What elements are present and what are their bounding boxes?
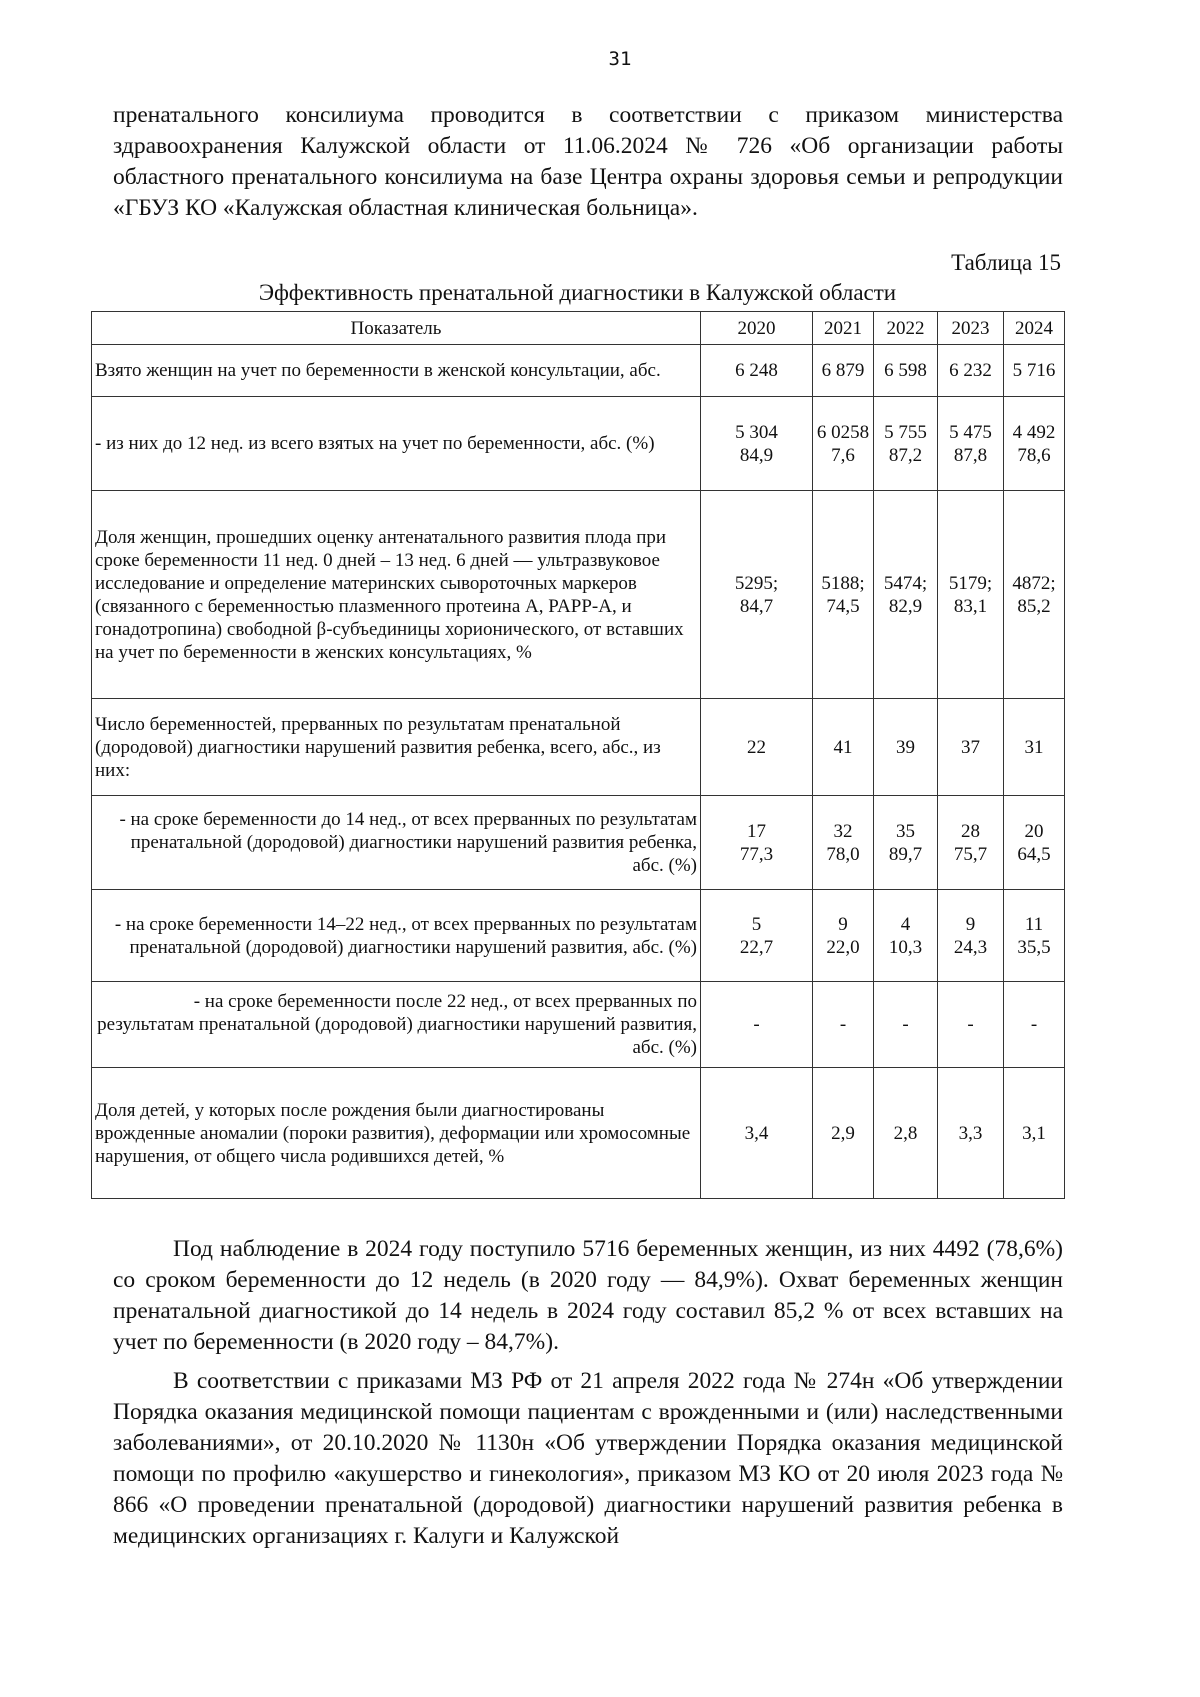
- header-year: 2022: [874, 312, 938, 345]
- row-value: 9 22,0: [813, 890, 874, 982]
- table-title: Эффективность пренатальной диагностики в Калужской области: [258, 280, 897, 305]
- table-row: [92, 890, 1065, 982]
- row-value: 17 77,3: [701, 796, 813, 890]
- table-row: [92, 699, 1065, 796]
- table-header-row: [92, 312, 1065, 345]
- row-value: 39: [874, 699, 938, 796]
- row-value: 41: [813, 699, 874, 796]
- row-indicator: - на сроке беременности после 22 нед., от всех прерванных по результатам пренатальной (дородовой) диагностики нарушений развития, абс. (%): [92, 982, 701, 1068]
- row-value: -: [938, 982, 1004, 1068]
- body-text: [113, 1234, 1063, 1552]
- row-indicator: Доля женщин, прошедших оценку антенатального развития плода при сроке беременности 11 нед. 0 дней – 13 нед. 6 дней — ультразвуковое исследование и определение материнских сывороточных маркеров (связанного с беременностью плазменного протеина А, PAPP-A, и гонадотропина) свободной β-субъединицы хорионического, от вставших на учет по беременности в женских консультациях, %: [92, 491, 701, 699]
- row-value: 3,4: [701, 1068, 813, 1199]
- table-row: [92, 982, 1065, 1068]
- table-row: [92, 345, 1065, 397]
- row-value: 4 492 78,6: [1004, 397, 1065, 491]
- row-value: 5 304 84,9: [701, 397, 813, 491]
- row-value: 3,1: [1004, 1068, 1065, 1199]
- paragraph-pregnancy-registration: Под наблюдение в 2024 году поступило 5716 беременных женщин, из них 4492 (78,6%) со сроком беременности до 12 недель (в 2020 году — 84,9%). Охват беременных женщин пренатальной диагностикой до 14 недель в 2024 году составил 85,2 % от всех вставших на учет по беременности (в 2020 году – 84,7%).: [113, 1236, 1063, 1355]
- row-value: 5188; 74,5: [813, 491, 874, 699]
- row-indicator: - на сроке беременности 14–22 нед., от всех прерванных по результатам пренатальной (дородовой) диагностики нарушений развития, абс. (%): [92, 890, 701, 982]
- row-indicator: Доля детей, у которых после рождения были диагностированы врожденные аномалии (пороки развития), деформации или хромосомные нарушения, от общего числа родившихся детей, %: [92, 1068, 701, 1199]
- header-year: 2024: [1004, 312, 1065, 345]
- table-row: [92, 397, 1065, 491]
- row-value: 31: [1004, 699, 1065, 796]
- header-year: 2021: [813, 312, 874, 345]
- row-indicator: - на сроке беременности до 14 нед., от всех прерванных по результатам пренатальной (дородовой) диагностики нарушений развития ребенка, абс. (%): [92, 796, 701, 890]
- header-indicator: Показатель: [92, 312, 701, 345]
- intro-paragraph: пренатального консилиума проводится в соответствии с приказом министерства здравоохранения Калужской области от 11.06.2024 № 726 «Об организации работы областного пренатального консилиума на базе Центра охраны здоровья семьи и репродукции «ГБУЗ КО «Калужская областная клиническая больница».: [113, 102, 1063, 221]
- table-label: Таблица 15: [951, 250, 1061, 275]
- row-indicator: - из них до 12 нед. из всего взятых на учет по беременности, абс. (%): [92, 397, 701, 491]
- row-value: 6 0258 7,6: [813, 397, 874, 491]
- row-value: 6 598: [874, 345, 938, 397]
- row-value: 20 64,5: [1004, 796, 1065, 890]
- row-value: 5 716: [1004, 345, 1065, 397]
- row-value: 5295; 84,7: [701, 491, 813, 699]
- row-value: 4 10,3: [874, 890, 938, 982]
- header-year: 2020: [701, 312, 813, 345]
- row-value: -: [1004, 982, 1065, 1068]
- paragraph-ministry-orders: В соответствии с приказами МЗ РФ от 21 апреля 2022 года № 274н «Об утверждении Порядка оказания медицинской помощи пациентам с врожденными и (или) наследственными заболеваниями», от 20.10.2020 № 1130н «Об утверждении Порядка оказания медицинской помощи по профилю «акушерство и гинекология», приказом МЗ КО от 20 июля 2023 года № 866 «О проведении пренатальной (дородовой) диагностики нарушений развития ребенка в медицинских организациях г. Калуги и Калужской: [113, 1368, 1063, 1549]
- row-value: 5179; 83,1: [938, 491, 1004, 699]
- row-value: 6 879: [813, 345, 874, 397]
- row-value: 2,8: [874, 1068, 938, 1199]
- row-value: -: [874, 982, 938, 1068]
- prenatal-diagnostics-table: [91, 311, 1065, 1199]
- row-value: 4872; 85,2: [1004, 491, 1065, 699]
- row-value: 11 35,5: [1004, 890, 1065, 982]
- row-value: 35 89,7: [874, 796, 938, 890]
- row-indicator: Число беременностей, прерванных по результатам пренатальной (дородовой) диагностики нарушений развития ребенка, всего, абс., из них:: [92, 699, 701, 796]
- row-value: 2,9: [813, 1068, 874, 1199]
- row-value: 32 78,0: [813, 796, 874, 890]
- row-value: 5 22,7: [701, 890, 813, 982]
- row-value: 9 24,3: [938, 890, 1004, 982]
- row-value: 3,3: [938, 1068, 1004, 1199]
- header-year: 2023: [938, 312, 1004, 345]
- row-value: -: [701, 982, 813, 1068]
- table-row: [92, 491, 1065, 699]
- page-number: 31: [608, 48, 632, 70]
- row-value: -: [813, 982, 874, 1068]
- row-value: 5 475 87,8: [938, 397, 1004, 491]
- row-value: 5474; 82,9: [874, 491, 938, 699]
- row-value: 28 75,7: [938, 796, 1004, 890]
- row-value: 37: [938, 699, 1004, 796]
- row-indicator: Взято женщин на учет по беременности в женской консультации, абс.: [92, 345, 701, 397]
- row-value: 22: [701, 699, 813, 796]
- table-row: [92, 796, 1065, 890]
- row-value: 6 248: [701, 345, 813, 397]
- table-row: [92, 1068, 1065, 1199]
- row-value: 6 232: [938, 345, 1004, 397]
- row-value: 5 755 87,2: [874, 397, 938, 491]
